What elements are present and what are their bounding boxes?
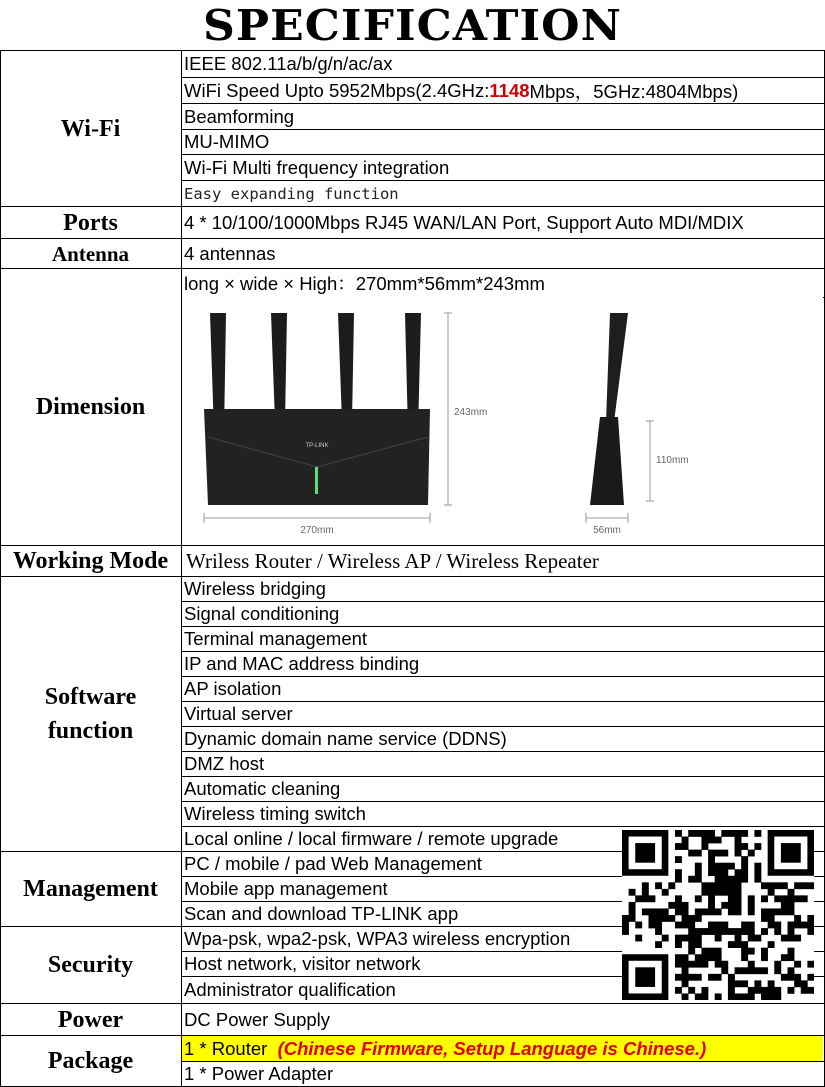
spec-row-wifi-speed xyxy=(184,78,738,103)
category-ports: Ports xyxy=(63,209,118,236)
spec-row: MU-MIMO xyxy=(184,131,270,152)
category-software-line2: function xyxy=(47,718,134,744)
spec-row-package-adapter: 1 * Power Adapter xyxy=(184,1063,334,1084)
height-label: 243mm xyxy=(454,407,488,418)
spec-row: Wireless timing switch xyxy=(184,803,366,824)
category-working-mode: Working Mode xyxy=(12,548,169,574)
divider xyxy=(182,751,825,752)
divider xyxy=(182,129,825,130)
spec-row: PC / mobile / pad Web Management xyxy=(184,853,482,874)
spec-row-dimension: long × wide × High：270mm*56mm*243mm xyxy=(184,273,545,294)
spec-row-ports: 4 * 10/100/1000Mbps RJ45 WAN/LAN Port, Support Auto MDI/MDIX xyxy=(184,211,744,233)
category-software-line1: Software xyxy=(44,684,137,710)
spec-row-power: DC Power Supply xyxy=(184,1008,331,1030)
spec-row: IP and MAC address binding xyxy=(184,653,420,674)
category-software xyxy=(0,577,181,851)
spec-row-package-router xyxy=(184,1036,706,1061)
router-illustration xyxy=(182,297,823,544)
qr-code[interactable] xyxy=(622,830,814,1000)
spec-row: Beamforming xyxy=(184,105,295,127)
spec-row: Administrator qualification xyxy=(184,979,396,1000)
column-divider xyxy=(181,50,182,1087)
spec-row: Scan and download TP-LINK app xyxy=(184,903,459,924)
spec-row: Host network, visitor network xyxy=(184,953,421,974)
spec-row: Wpa-psk, wpa2-psk, WPA3 wireless encryption xyxy=(184,928,571,949)
category-package: Package xyxy=(47,1048,134,1074)
spec-row: Local online / local firmware / remote upgrade xyxy=(184,828,559,849)
spec-row: Terminal management xyxy=(184,628,368,649)
category-management: Management xyxy=(23,876,158,902)
spec-row: Easy expanding function xyxy=(184,184,399,203)
speed-highlight: 1148 xyxy=(489,79,530,101)
spec-row-working-mode: Wriless Router / Wireless AP / Wireless Repeater xyxy=(186,548,599,573)
spec-row: IEEE 802.11a/b/g/n/ac/ax xyxy=(184,53,393,74)
router-dimension-image xyxy=(182,297,823,544)
speed-prefix: WiFi Speed Upto 5952Mbps(2.4GHz: xyxy=(184,79,490,101)
spec-row: AP isolation xyxy=(184,678,282,699)
category-power: Power xyxy=(57,1006,124,1033)
spec-row: Signal conditioning xyxy=(184,603,340,624)
speed-suffix: Mbps，5GHz:4804Mbps) xyxy=(529,80,739,102)
category-antenna: Antenna xyxy=(51,241,130,266)
page-title: SPECIFICATION xyxy=(202,0,623,50)
spec-row: Dynamic domain name service (DDNS) xyxy=(184,728,507,749)
brand-logo-text: TP-LINK xyxy=(305,443,329,449)
category-wifi: Wi-Fi xyxy=(60,115,121,142)
base-height-label: 110mm xyxy=(656,455,689,466)
spec-row: Wireless bridging xyxy=(184,578,326,599)
qr-code-image xyxy=(622,830,814,1000)
depth-label: 56mm xyxy=(593,525,621,536)
spec-row-antenna: 4 antennas xyxy=(184,242,276,264)
spec-row: Mobile app management xyxy=(184,878,388,899)
width-label: 270mm xyxy=(300,525,334,536)
spec-row: Wi-Fi Multi frequency integration xyxy=(184,156,450,178)
package-item-router: 1 * Router xyxy=(184,1037,268,1059)
spec-row: DMZ host xyxy=(184,753,265,774)
spec-row: Automatic cleaning xyxy=(184,778,341,799)
category-security: Security xyxy=(47,952,134,978)
category-dimension: Dimension xyxy=(35,394,146,420)
spec-row: Virtual server xyxy=(184,703,293,724)
package-firmware-note: (Chinese Firmware, Setup Language is Chinese.) xyxy=(277,1037,707,1059)
